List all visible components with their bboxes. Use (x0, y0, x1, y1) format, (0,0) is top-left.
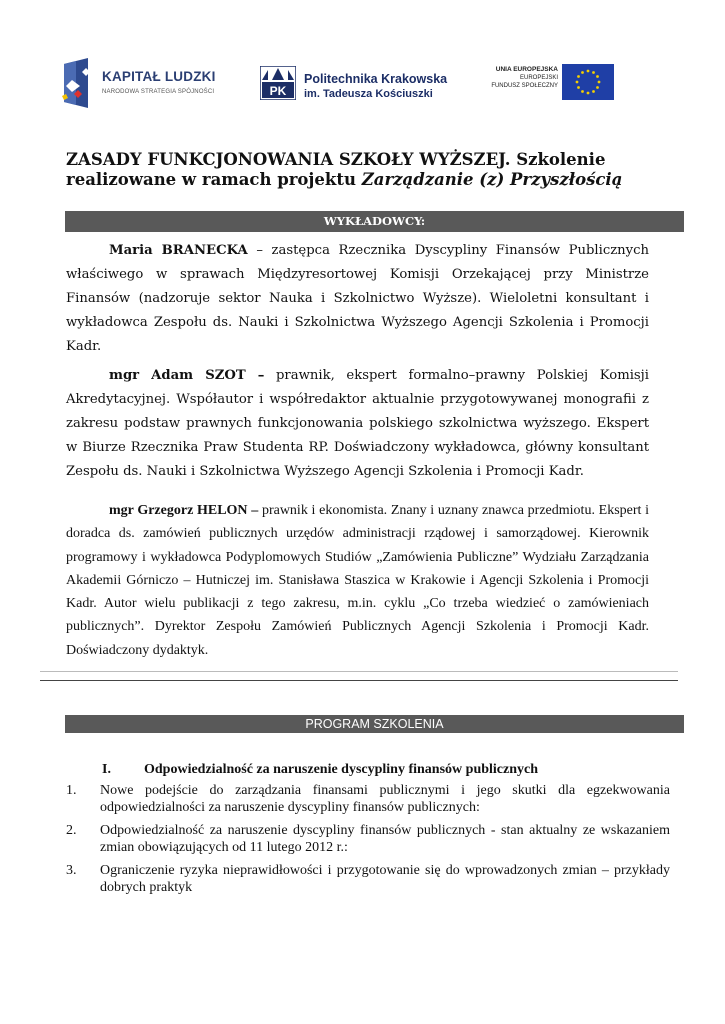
lecturer-description: prawnik i ekonomista. Znany i uznany znawca przedmiotu. Ekspert i doradca ds. zamówień publicznych urzędów administracji rządowej i samorządowej. Kierownik programowy i wykładowca Podyplomowych Studiów „Zamówienia Publiczne” Wydziału Zarządzania Akademii Górniczo – Hutniczej im. Stanisława Staszica w Krakowie i Agencji Szkolenia i Promocji Kadr. Autor wielu publikacji z tego zakresu, m.in. cyklu „Co trzeba wiedzieć o zamówieniach publicznych”. Dyrektor Zespołu Zamówień Publicznych Agencji Szkolenia i Promocji Kadr. Doświadczony dydaktyk. (66, 503, 649, 658)
item-text: Odpowiedzialność za naruszenie dyscypliny finansów publicznych - stan aktualny ze wskazaniem zmian obowiązujących od 11 lutego 2012 r.: (100, 823, 670, 855)
program-section-heading (102, 762, 538, 778)
document-title (66, 150, 666, 190)
politechnika-krakowska-logo (260, 66, 460, 110)
lecturer-bio (66, 239, 649, 359)
list-item (66, 822, 670, 856)
eu-line-1: UNIA EUROPEJSKA (495, 66, 558, 73)
divider (40, 680, 678, 681)
list-item (66, 862, 670, 896)
document-title-main: ZASADY FUNKCJONOWANIA SZKOŁY WYŻSZEJ. Szkolenie realizowane w ramach projektu (66, 150, 606, 189)
eu-flag-icon (562, 64, 614, 100)
program-header: PROGRAM SZKOLENIA (65, 715, 684, 733)
section-number: I. (102, 762, 111, 777)
kapital-ludzki-subtitle: NARODOWA STRATEGIA SPÓJNOŚCI (102, 89, 215, 95)
lecturer-bio (66, 499, 649, 662)
lecturer-bio (66, 364, 649, 484)
lecturer-description: – zastępca Rzecznika Dyscypliny Finansów Publicznych właściwego w sprawach Międzyresortowej Komisji Orzekającej przy Ministrze Finansów (nadzoruje sektor Nauka i Szkolnictwo Wyższe). Wieloletni konsultant i wykładowca Zespołu ds. Nauki i Szkolnictwa Wyższego Agencji Szkolenia i Promocji Kadr. (66, 243, 649, 354)
item-number: 2. (66, 823, 77, 838)
item-text: Nowe podejście do zarządzania finansami publicznymi i jego skutki dla egzekwowania odpowiedzialności za naruszenie dyscypliny finansów publicznych: (100, 783, 670, 815)
eu-text (491, 66, 558, 90)
lecturer-name: Maria BRANECKA (109, 243, 248, 258)
eu-logo (474, 64, 614, 104)
lecturer-name: mgr Adam SZOT – (109, 368, 265, 383)
logo-bar (60, 56, 620, 112)
item-number: 3. (66, 863, 77, 878)
kapital-ludzki-logo (60, 56, 230, 112)
politechnika-name: Politechnika Krakowska (304, 72, 448, 86)
eu-line-2: EUROPEJSKI (519, 75, 558, 81)
item-number: 1. (66, 783, 77, 798)
lecturer-name: mgr Grzegorz HELON – (109, 503, 259, 518)
list-item (66, 782, 670, 816)
section-title: Odpowiedzialność za naruszenie dyscypliny finansów publicznych (144, 762, 539, 777)
divider (40, 671, 678, 672)
eu-line-3: FUNDUSZ SPOŁECZNY (491, 83, 558, 89)
kapital-ludzki-title: KAPITAŁ LUDZKI (102, 69, 216, 84)
politechnika-crest-icon (260, 66, 296, 100)
item-text: Ograniczenie ryzyka nieprawidłowości i przygotowanie się do wprowadzonych zmian – przykłady dobrych praktyk (100, 863, 670, 895)
kapital-ludzki-emblem-icon (60, 56, 100, 112)
politechnika-crest-letters: PK (269, 84, 287, 98)
document-title-project: Zarządzanie (z) Przyszłością (361, 170, 623, 189)
program-items (66, 782, 670, 902)
lecturers-header: WYKŁADOWCY: (65, 211, 684, 232)
politechnika-subtitle: im. Tadeusza Kościuszki (304, 88, 433, 100)
lecturer-description: prawnik, ekspert formalno–prawny Polskiej Komisji Akredytacyjnej. Współautor i współredaktor aktualnie przygotowywanej monografii z zakresu podstaw prawnych funkcjonowania polskiego szkolnictwa wyższego. Ekspert w Biurze Rzecznika Praw Studenta RP. Doświadczony wykładowca, główny konsultant Zespołu ds. Nauki i Szkolnictwa Wyższego Agencji Szkolenia i Promocji Kadr. (66, 368, 649, 479)
